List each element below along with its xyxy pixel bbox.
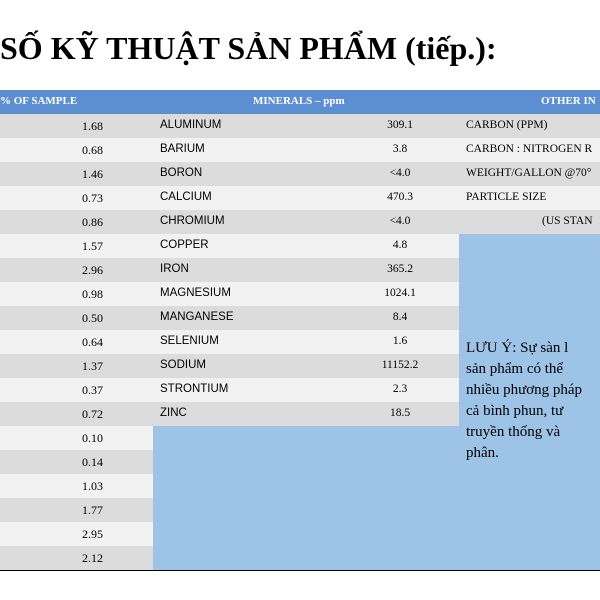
mineral-value-cell: 8.4 xyxy=(392,311,408,323)
percent-cell: 1.46 xyxy=(82,167,103,181)
percent-cell: 1.77 xyxy=(82,503,103,517)
mineral-value-cell: 1.6 xyxy=(392,335,408,347)
mineral-value-cell: <4.0 xyxy=(389,215,411,227)
other-info-cell: CARBON (PPM) xyxy=(466,119,548,131)
percent-cell: 0.10 xyxy=(82,431,103,445)
mineral-name-cell: COPPER xyxy=(160,239,209,251)
header-other: OTHER IN xyxy=(541,95,596,107)
mineral-value-cell: 1024.1 xyxy=(384,287,416,299)
percent-cell: 1.03 xyxy=(82,479,103,493)
table-row xyxy=(0,210,600,234)
percent-cell: 0.14 xyxy=(82,455,103,469)
percent-cell: 0.72 xyxy=(82,407,103,421)
mineral-value-cell: 3.8 xyxy=(392,143,408,155)
other-info-cell: CARBON : NITROGEN R xyxy=(466,143,593,155)
table-row xyxy=(0,138,600,162)
header-percent: % OF SAMPLE xyxy=(0,95,78,107)
percent-cell: 0.73 xyxy=(82,191,103,205)
percent-cell: 2.12 xyxy=(82,551,103,565)
table-row xyxy=(0,162,600,186)
header-minerals: MINERALS – ppm xyxy=(253,95,345,107)
table-row xyxy=(0,186,600,210)
other-info-cell: (US STAN xyxy=(542,215,593,227)
mineral-name-cell: ALUMINUM xyxy=(160,119,222,131)
mineral-value-cell: 4.8 xyxy=(392,239,408,251)
percent-cell: 1.37 xyxy=(82,359,103,373)
mineral-name-cell: CALCIUM xyxy=(160,191,212,203)
percent-cell: 0.68 xyxy=(82,143,103,157)
percent-cell: 0.37 xyxy=(82,383,103,397)
blue-fill-block xyxy=(153,426,459,570)
mineral-name-cell: STRONTIUM xyxy=(160,383,229,395)
mineral-name-cell: CHROMIUM xyxy=(160,215,225,227)
mineral-value-cell: 11152.2 xyxy=(381,359,419,371)
table-bottom-border xyxy=(0,570,600,571)
mineral-value-cell: <4.0 xyxy=(389,167,411,179)
percent-cell: 2.96 xyxy=(82,263,103,277)
other-info-cell: WEIGHT/GALLON @70° xyxy=(466,167,592,179)
mineral-name-cell: IRON xyxy=(160,263,189,275)
mineral-value-cell: 18.5 xyxy=(389,407,411,419)
table-row xyxy=(0,114,600,138)
mineral-name-cell: BORON xyxy=(160,167,203,179)
table-header xyxy=(0,90,600,114)
mineral-name-cell: SODIUM xyxy=(160,359,206,371)
percent-cell: 1.57 xyxy=(82,239,103,253)
percent-cell: 0.86 xyxy=(82,215,103,229)
mineral-name-cell: SELENIUM xyxy=(160,335,219,347)
mineral-value-cell: 470.3 xyxy=(387,191,413,203)
mineral-value-cell: 365.2 xyxy=(387,263,413,275)
page-title: SỐ KỸ THUẬT SẢN PHẨM (tiếp.): xyxy=(0,30,497,66)
mineral-name-cell: MAGNESIUM xyxy=(160,287,231,299)
note-text: LƯU Ý: Sự sàn l sản phẩm có thể nhiều phương pháp cả bình phun, tư truyền thống và phân. xyxy=(466,340,583,461)
mineral-value-cell: 309.1 xyxy=(387,119,413,131)
percent-cell: 0.64 xyxy=(82,335,103,349)
percent-cell: 0.98 xyxy=(82,287,103,301)
other-info-cell: PARTICLE SIZE xyxy=(466,191,547,203)
mineral-name-cell: MANGANESE xyxy=(160,311,234,323)
percent-cell: 1.68 xyxy=(82,119,103,133)
percent-cell: 0.50 xyxy=(82,311,103,325)
percent-cell: 2.95 xyxy=(82,527,103,541)
mineral-name-cell: ZINC xyxy=(160,407,187,419)
mineral-name-cell: BARIUM xyxy=(160,143,205,155)
mineral-value-cell: 2.3 xyxy=(392,383,408,395)
